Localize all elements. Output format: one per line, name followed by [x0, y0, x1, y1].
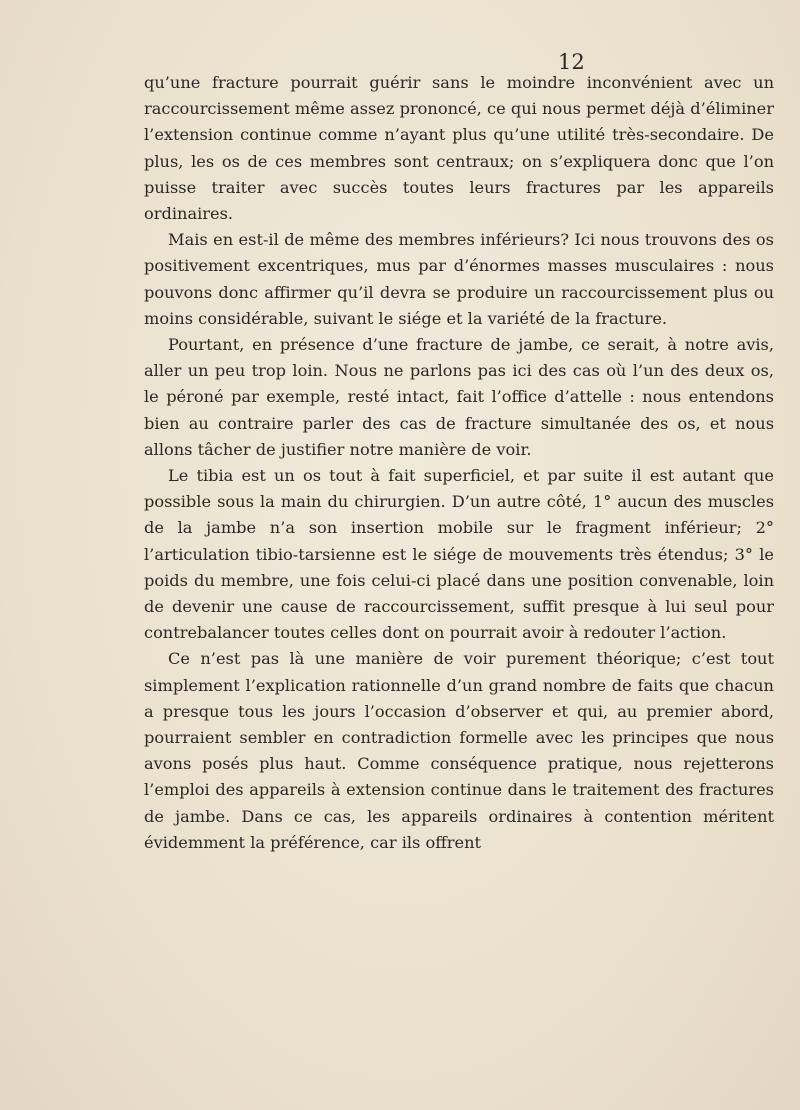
page-number: 12 [558, 50, 585, 74]
paragraph-4: Le tibia est un os tout à fait superficiel, et par suite il est autant que possible sous la main du chirurgien. D’un autre côté, 1° aucun des muscles de la jambe n’a son insertion mobile sur le fragment inférieur; 2° l’articulation tibio-tarsienne est le siége de mouvements très étendus; 3° le poids du membre, une fois celui-ci placé dans une position convenable, loin de devenir une cause de raccourcissement, suffit presque à lui seul pour contrebalancer toutes celles dont on pourrait avoir à redouter l’action. [144, 466, 774, 643]
paragraph-1: qu’une fracture pourrait guérir sans le moindre inconvénient avec un raccourcissement même assez prononcé, ce qui nous permet déjà d’éliminer l’extension continue comme n’ayant plus qu’une utilité très-secondaire. De plus, les os de ces membres sont centraux; on s’expliquera donc que l’on puisse traiter avec succès toutes leurs fractures par les appareils ordinaires. [144, 73, 774, 224]
paragraph-3: Pourtant, en présence d’une fracture de jambe, ce serait, à notre avis, aller un peu trop loin. Nous ne parlons pas ici des cas où l’un des deux os, le péroné par exemple, resté intact, fait l’office d’attelle : nous entendons bien au contraire parler des cas de fracture simultanée des os, et nous allons tâcher de justifier notre manière de voir. [144, 335, 774, 459]
paragraph-2: Mais en est-il de même des membres inférieurs? Ici nous trouvons des os positivement excentriques, mus par d’énormes masses musculaires : nous pouvons donc affirmer qu’il devra se produire un raccourcissement plus ou moins considérable, suivant le siége et la variété de la fracture. [144, 230, 774, 328]
body-text [144, 70, 774, 856]
paragraph-5: Ce n’est pas là une manière de voir purement théorique; c’est tout simplement l’explication rationnelle d’un grand nombre de faits que chacun a presque tous les jours l’occasion d’observer et qui, au premier abord, pourraient sembler en contradiction formelle avec les principes que nous avons posés plus haut. Comme conséquence pratique, nous rejetterons l’emploi des appareils à extension continue dans le traitement des fractures de jambe. Dans ce cas, les appareils ordinaires à contention méritent évidemment la préférence, car ils offrent [144, 649, 774, 852]
